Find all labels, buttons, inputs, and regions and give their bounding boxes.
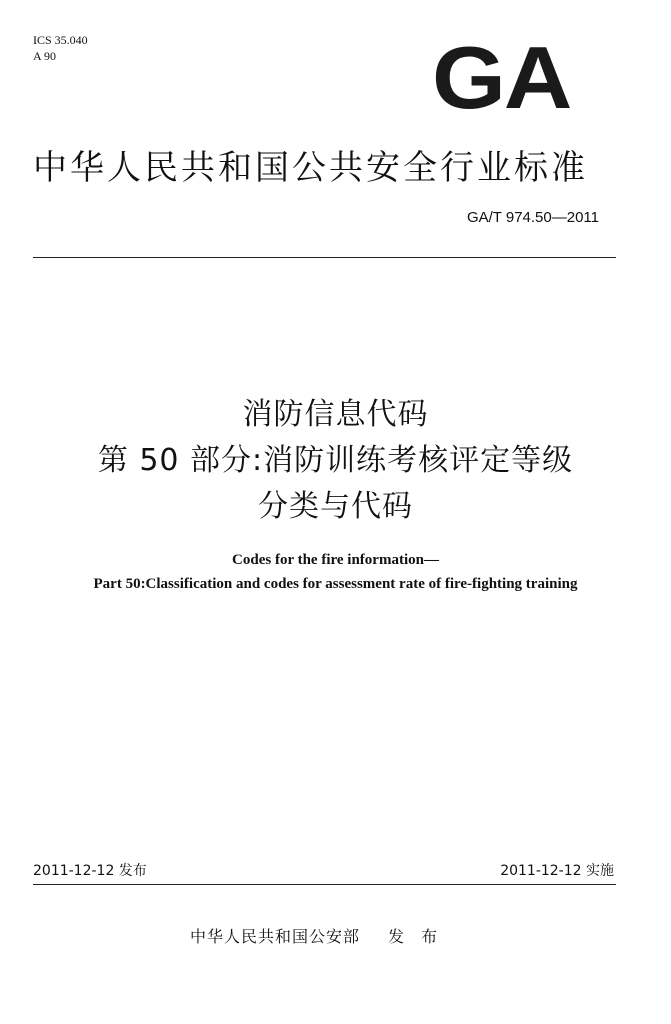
classification-codes [33, 32, 88, 64]
bottom-divider [33, 884, 616, 885]
issue-date: 2011-12-12 发布 [33, 863, 147, 879]
ics-code: ICS 35.040 [33, 33, 88, 47]
english-title-line-1: Codes for the fire information— [232, 552, 439, 568]
implementation-date: 2011-12-12 实施 [500, 863, 614, 879]
ga-logo: GA [432, 28, 571, 127]
document-title [0, 392, 671, 530]
title-line-1: 消防信息代码 [242, 397, 429, 432]
publisher-suffix: 发 布 [388, 927, 444, 946]
top-divider [33, 257, 616, 258]
title-line-2: 第 50 部分:消防训练考核评定等级 [97, 443, 574, 478]
standard-title: 中华人民共和国公共安全行业标准 [33, 148, 588, 188]
publisher [190, 924, 443, 947]
title-line-3: 分类与代码 [258, 489, 413, 524]
standard-code: GA/T 974.50—2011 [466, 209, 599, 226]
publisher-name: 中华人民共和国公安部 [190, 927, 361, 946]
ccs-code: A 90 [33, 49, 57, 63]
english-title [0, 548, 671, 596]
english-title-line-2: Part 50:Classification and codes for assessment rate of fire-fighting training [93, 576, 578, 592]
